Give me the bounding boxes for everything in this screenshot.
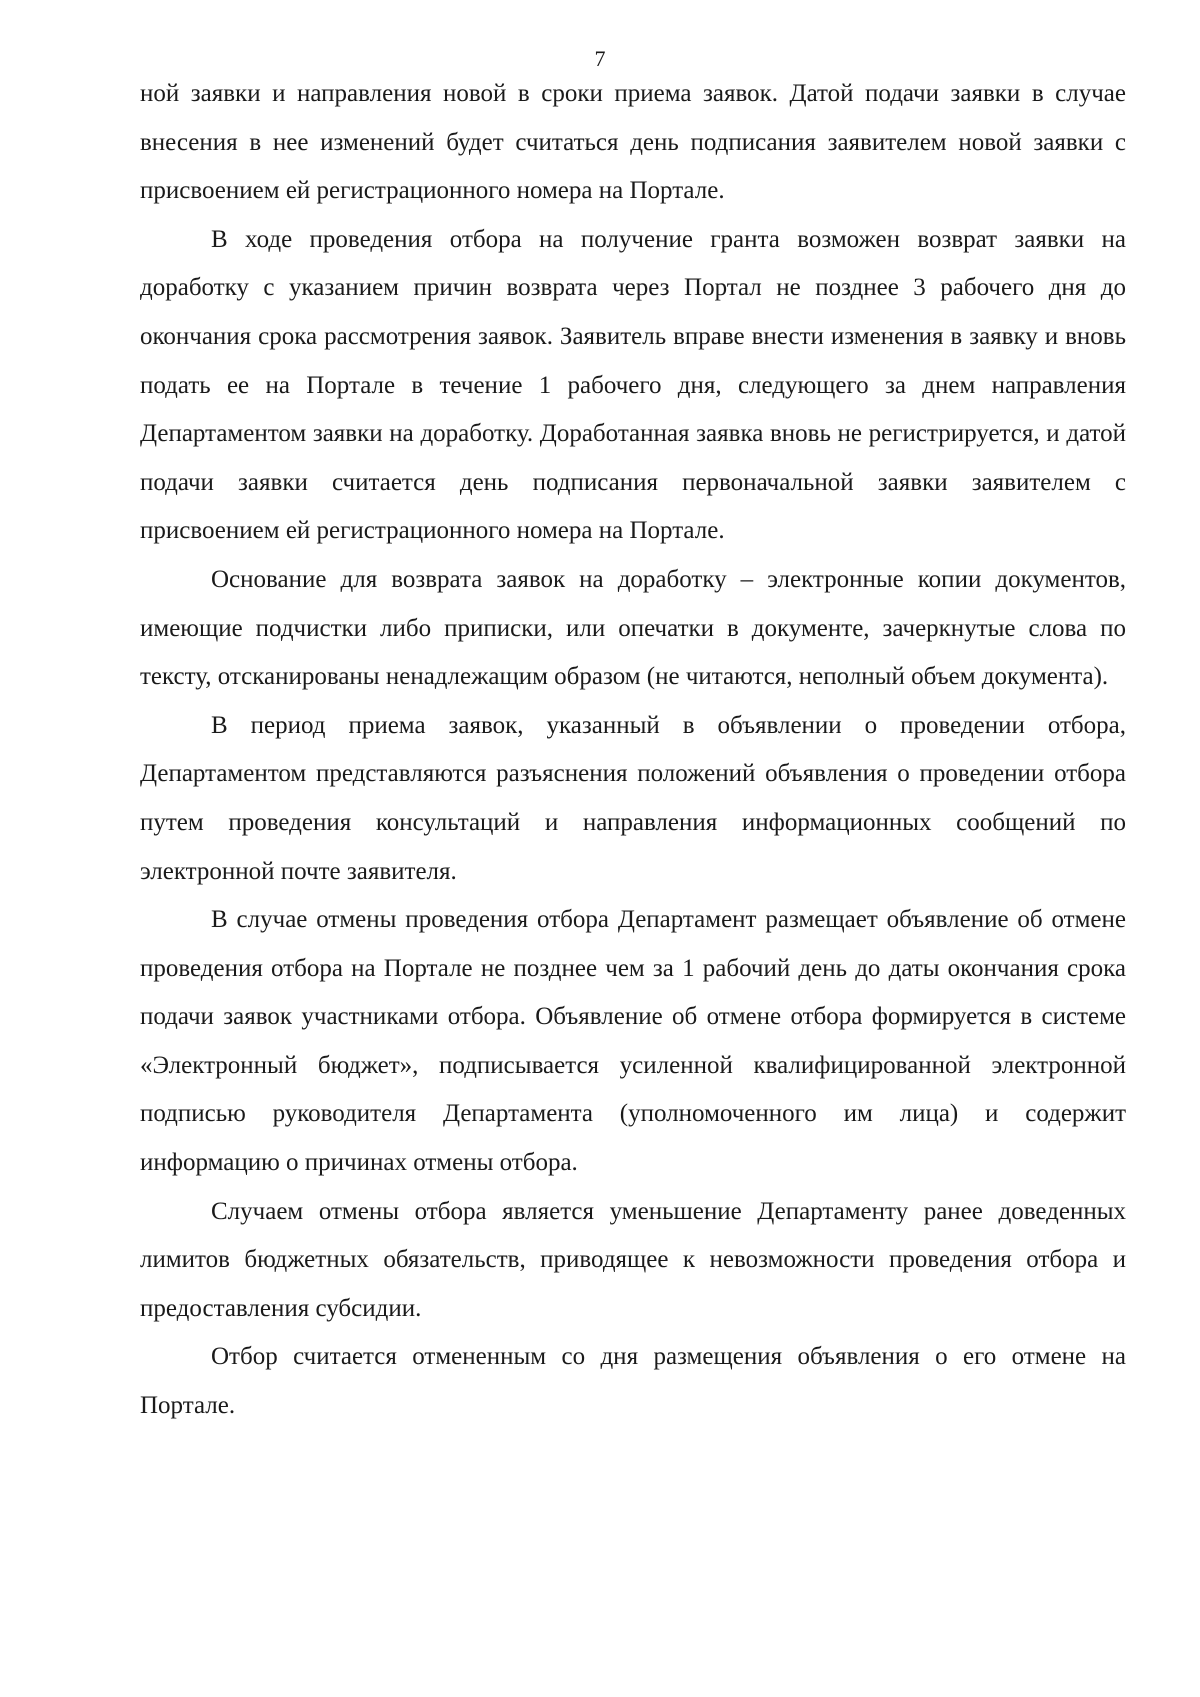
paragraph-return-grounds: Основание для возврата заявок на доработку – электронные копии документов, имеющие подчистки либо приписки, или опечатки в документе, зачеркнутые слова по тексту, отсканированы ненадлежащим образом (не читаются, неполный объем документа). — [140, 565, 1126, 691]
page-number: 7 — [594, 46, 606, 71]
paragraph-continuation: ной заявки и направления новой в сроки приема заявок. Датой подачи заявки в случае внесения в нее изменений будет считаться день подписания заявителем новой заявки с присвоением ей регистрационного номера на Портале. — [140, 80, 1126, 205]
paragraph-return-for-revision: В ходе проведения отбора на получение гранта возможен возврат заявки на доработку с указанием причин возврата через Портал не позднее 3 рабочего дня до окончания срока рассмотрения заявок. Заявитель вправе внести изменения в заявку и вновь подать ее на Портале в течение 1 рабочего дня, следующего за днем направления Департаментом заявки на доработку. Доработанная заявка вновь не регистрируется, и датой подачи заявки считается день подписания первоначальной заявки заявителем с присвоением ей регистрационного номера на Портале. — [140, 225, 1126, 545]
paragraph-cancellation-effective: Отбор считается отмененным со дня размещения объявления о его отмене на Портале. — [140, 1343, 1126, 1420]
document-body — [140, 70, 1126, 1431]
paragraph-cancellation-case: Случаем отмены отбора является уменьшение Департаменту ранее доведенных лимитов бюджетных обязательств, приводящее к невозможности проведения отбора и предоставления субсидии. — [140, 1197, 1126, 1322]
paragraph-cancellation-procedure: В случае отмены проведения отбора Департамент размещает объявление об отмене проведения отбора на Портале не позднее чем за 1 рабочий день до даты окончания срока подачи заявок участниками отбора. Объявление об отмене отбора формируется в системе «Электронный бюджет», подписывается усиленной квалифицированной электронной подписью руководителя Департамента (уполномоченного им лица) и содержит информацию о причинах отмены отбора. — [140, 906, 1126, 1177]
paragraph-clarifications: В период приема заявок, указанный в объявлении о проведении отбора, Департаментом представляются разъяснения положений объявления о проведении отбора путем проведения консультаций и направления информационных сообщений по электронной почте заявителя. — [140, 711, 1126, 885]
